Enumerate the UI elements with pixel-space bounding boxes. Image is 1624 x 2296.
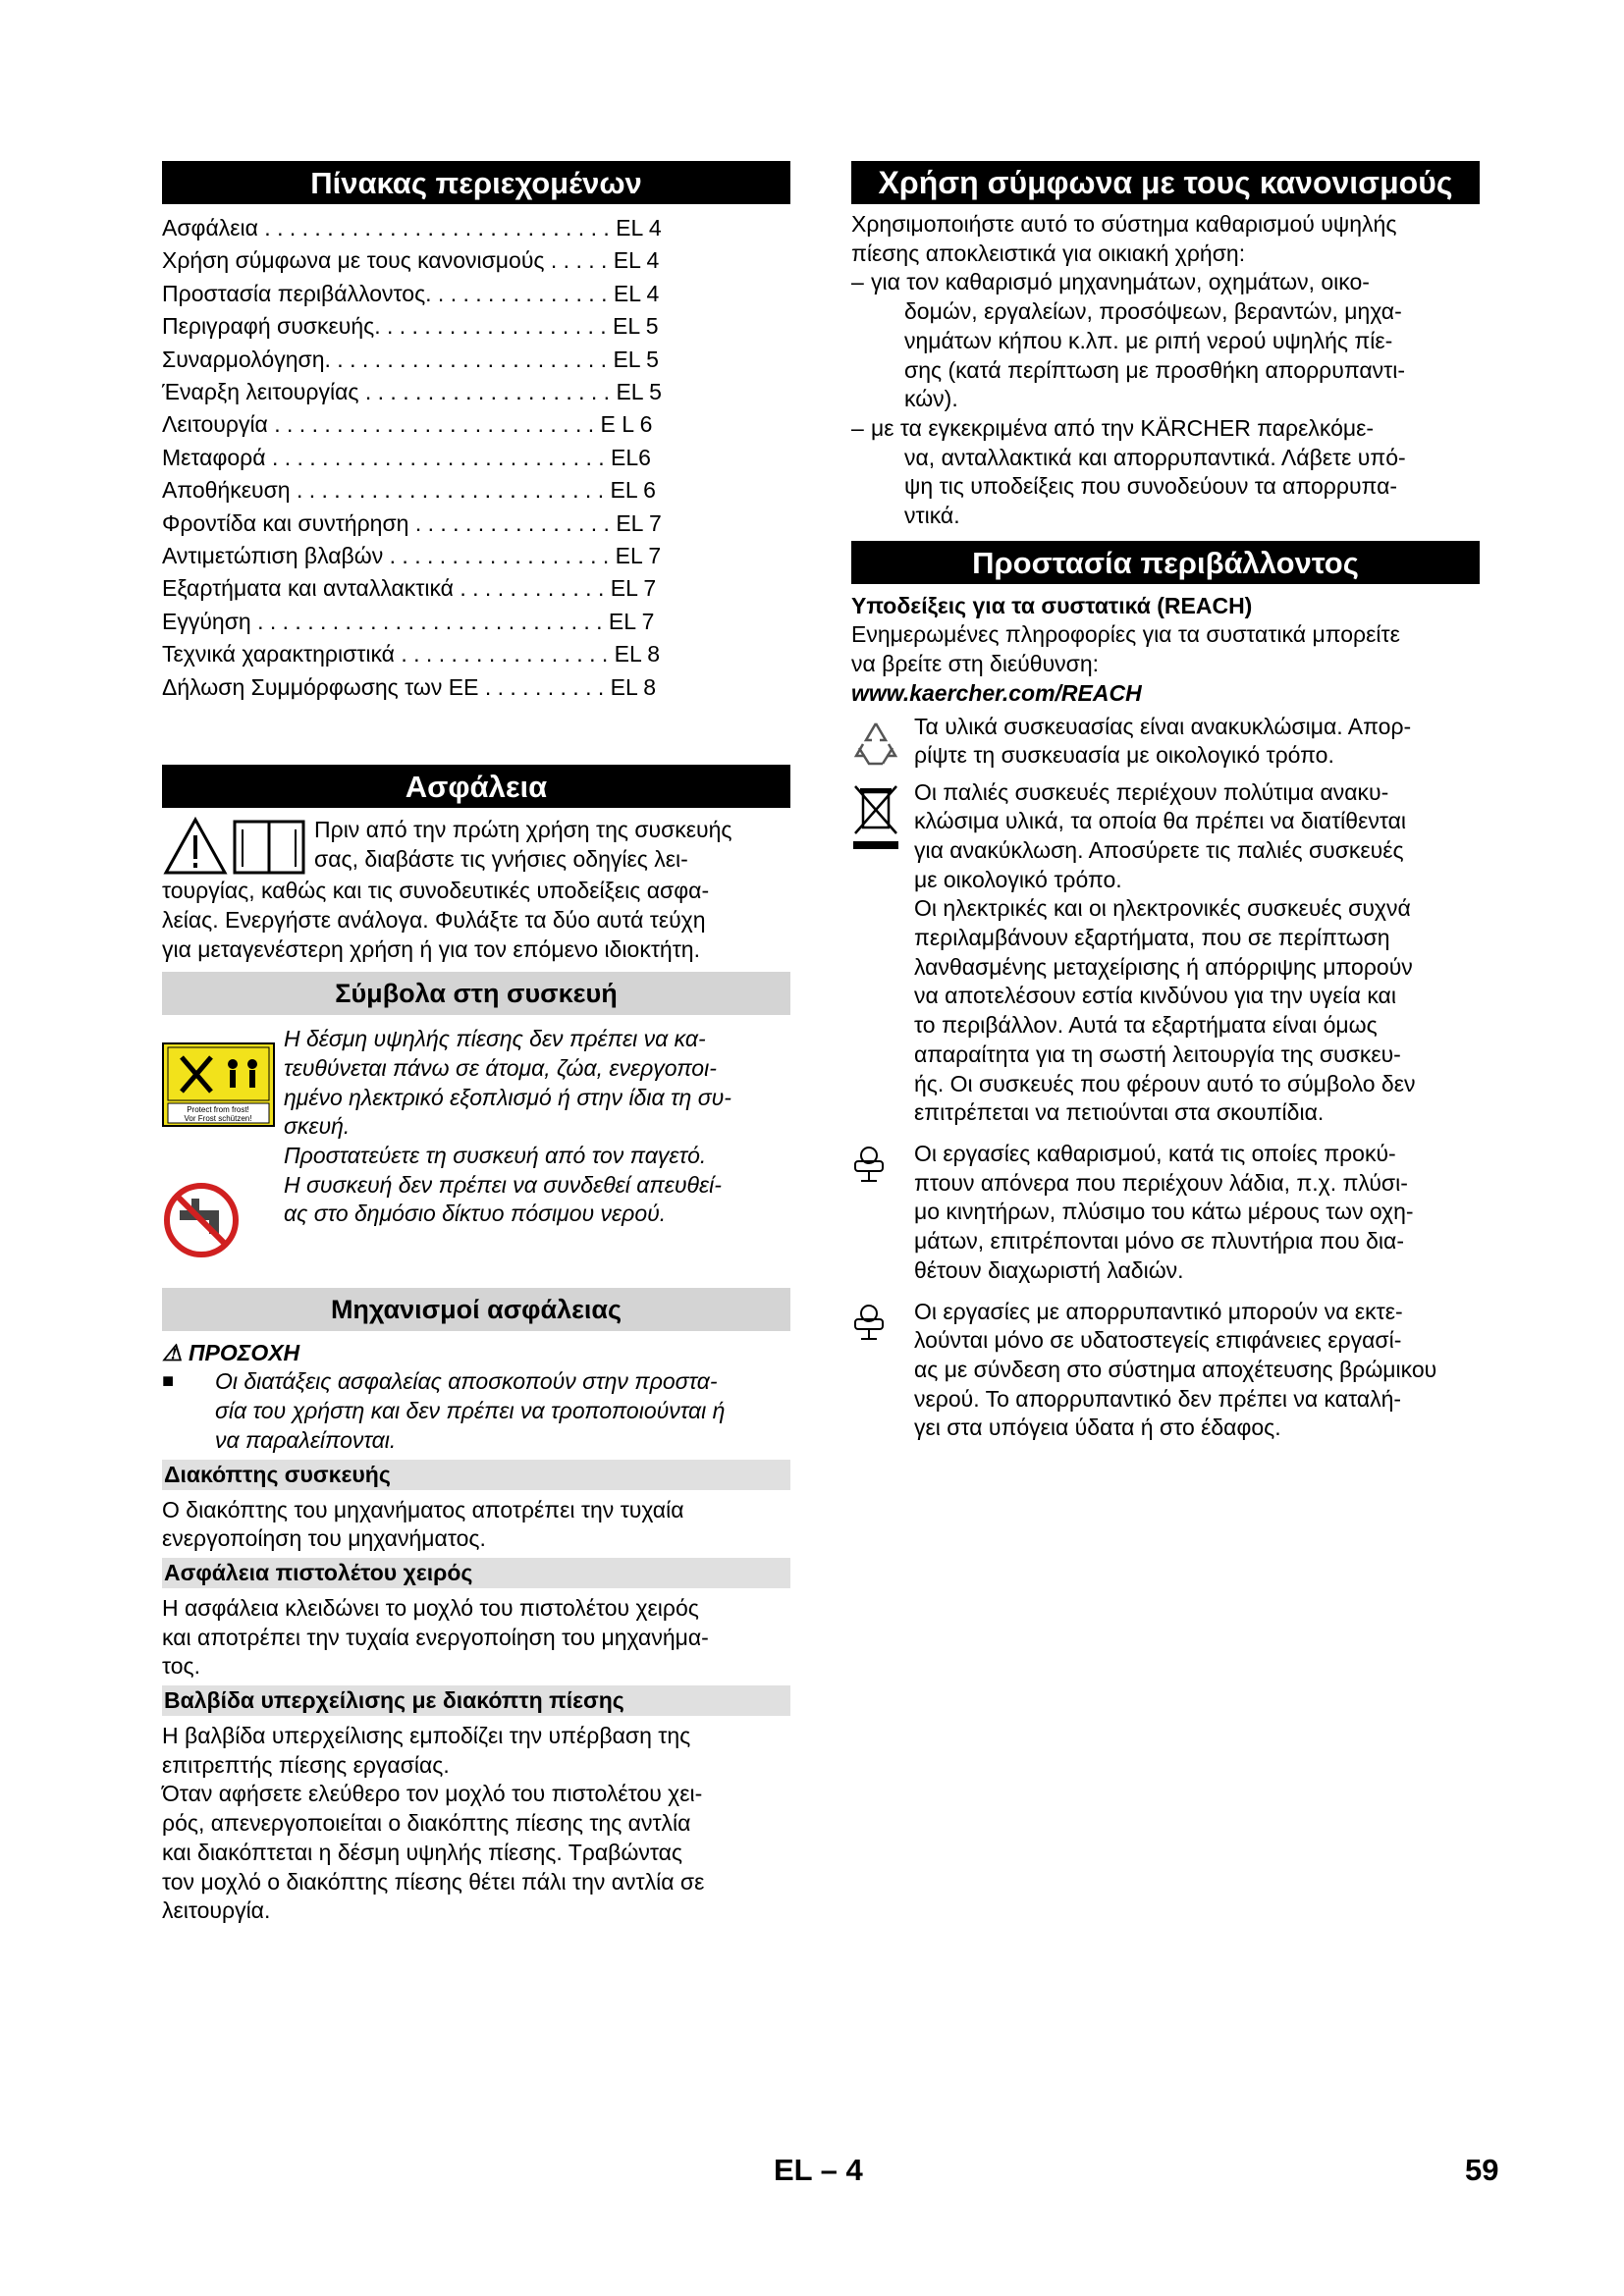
safety-heading: Ασφάλεια bbox=[162, 765, 790, 808]
usage-heading: Χρήση σύμφωνα με τους κανονισμούς bbox=[851, 161, 1480, 204]
safety-intro bbox=[162, 816, 790, 877]
symbol1-block bbox=[162, 1025, 790, 1171]
dash-bullet bbox=[851, 385, 883, 414]
dash-bullet bbox=[851, 502, 883, 531]
text-line: Οι ηλεκτρικές και οι ηλεκτρονικές συσκευές συχνά bbox=[914, 895, 1411, 922]
text-line: ψη τις υποδείξεις που συνοδεύουν τα απορρυπα- bbox=[904, 473, 1398, 500]
right-column bbox=[851, 161, 1480, 1443]
text-line: θέτουν διαχωριστή λαδιών. bbox=[914, 1256, 1184, 1283]
text-line: κλώσιμα υλικά, τα οποία θα πρέπει να διατίθενται bbox=[914, 808, 1406, 834]
text-line: Τα υλικά συσκευασίας είναι ανακυκλώσιμα. Απορ- bbox=[914, 713, 1412, 739]
text-line: και αποτρέπει την τυχαία ενεργοποίηση του μηχανήμα- bbox=[162, 1624, 709, 1650]
toc-entry[interactable]: Έναρξη λειτουργίας . . . . . . . . . . . . . . . . . . . . EL 5 bbox=[162, 379, 662, 405]
symbols-heading: Σύμβολα στη συσκευή bbox=[162, 972, 790, 1015]
text-line: μάτων, επιτρέπονται μόνο σε πλυντήρια που δια- bbox=[914, 1228, 1404, 1255]
valve-heading: Βαλβίδα υπερχείλισης με διακόπτη πίεσης bbox=[162, 1685, 790, 1716]
caution-block bbox=[162, 1367, 790, 1455]
usage-bullet-line bbox=[851, 414, 1480, 444]
text-line: λειτουργία. bbox=[162, 1897, 271, 1924]
valve-text bbox=[162, 1722, 790, 1926]
text-line: λούνται μόνο σε υδατοστεγείς επιφάνειες εργασί- bbox=[914, 1327, 1402, 1354]
text-line: σκευή. bbox=[284, 1113, 351, 1140]
text-line: Οι διατάξεις ασφαλείας αποσκοπούν στην προστα- bbox=[215, 1368, 718, 1395]
text-line: σας, διαβάστε τις γνήσιες οδηγίες λει- bbox=[314, 845, 688, 872]
text-line: ρίψτε τη συσκευασία με οικολογικό τρόπο. bbox=[914, 742, 1334, 769]
gun-heading: Ασφάλεια πιστολέτου χειρός bbox=[162, 1558, 790, 1588]
toc-list bbox=[162, 212, 790, 704]
dash-bullet: – bbox=[851, 269, 864, 295]
footer-section-label: EL – 4 bbox=[774, 2153, 863, 2187]
text-line: ρός, απενεργοποιείται ο διακόπτης πίεσης της αντλία bbox=[162, 1810, 691, 1837]
toc-heading: Πίνακας περιεχομένων bbox=[162, 161, 790, 204]
text-line: τος. bbox=[162, 1653, 201, 1680]
text-line: ας στο δημόσιο δίκτυο πόσιμου νερού. bbox=[284, 1201, 667, 1227]
left-column bbox=[162, 161, 790, 1926]
text-line: για τον καθαρισμό μηχανημάτων, οχημάτων, οικο- bbox=[871, 269, 1370, 295]
text-line: Η ασφάλεια κλειδώνει το μοχλό του πιστολέτου χειρός bbox=[162, 1594, 699, 1621]
reach-url[interactable]: www.kaercher.com/REACH bbox=[851, 679, 1142, 706]
text-line: να βρείτε στη διεύθυνση: bbox=[851, 651, 1100, 677]
toc-entry[interactable]: Προστασία περιβάλλοντος. . . . . . . . . . . . . . . EL 4 bbox=[162, 280, 660, 306]
text-line: κών). bbox=[904, 386, 958, 412]
text-line: Χρησιμοποιήστε αυτό το σύστημα καθαρισμού υψηλής bbox=[851, 211, 1397, 237]
usage-intro bbox=[851, 210, 1480, 268]
text-line: Η συσκευή δεν πρέπει να συνδεθεί απευθεί- bbox=[284, 1171, 722, 1198]
text-line: και διακόπτεται η δέσμη υψηλής πίεσης. Τραβώντας bbox=[162, 1839, 682, 1865]
text-line: Όταν αφήσετε ελεύθερο τον μοχλό του πιστολέτου χει- bbox=[162, 1781, 703, 1807]
crossed-bin-icon bbox=[851, 782, 900, 851]
detergent-drain-icon bbox=[851, 1302, 887, 1341]
usage-bullet-line bbox=[851, 327, 1480, 356]
switch-heading: Διακόπτης συσκευής bbox=[162, 1460, 790, 1490]
dash-bullet: – bbox=[851, 414, 864, 441]
toc-entry[interactable]: Αντιμετώπιση βλαβών . . . . . . . . . . . . . . . . . . EL 7 bbox=[162, 543, 662, 569]
recycling-icon bbox=[851, 719, 900, 768]
text-line: για μεταγενέστερη χρήση ή για τον επόμενο ιδιοκτήτη. bbox=[162, 935, 700, 962]
text-line: να αποτελέσουν εστία κινδύνου για την υγεία και bbox=[914, 983, 1396, 1009]
detergent-block bbox=[851, 1298, 1480, 1444]
safety-intro-text bbox=[314, 816, 732, 877]
usage-bullet-line bbox=[851, 502, 1480, 531]
oil-text bbox=[914, 1140, 1414, 1286]
toc-entry[interactable]: Τεχνικά χαρακτηριστικά . . . . . . . . . . . . . . . . . EL 8 bbox=[162, 641, 661, 667]
toc-entry[interactable]: Συναρμολόγηση. . . . . . . . . . . . . . . . . . . . . . . EL 5 bbox=[162, 346, 659, 372]
dash-bullet bbox=[851, 472, 883, 502]
usage-bullet-line bbox=[851, 297, 1480, 327]
text-line: Ο διακόπτης του μηχανήματος αποτρέπει την τυχαία bbox=[162, 1496, 684, 1522]
text-line: δομών, εργαλείων, προσόψεων, βεραντών, μηχα- bbox=[904, 298, 1402, 325]
text-line: με τα εγκεκριμένα από την KÄRCHER παρελκόμε- bbox=[871, 414, 1375, 441]
text-line: επιτρεπτής πίεσης εργασίας. bbox=[162, 1751, 450, 1778]
text-line: περιλαμβάνουν εξαρτήματα, που σε περίπτωση bbox=[914, 925, 1390, 951]
toc-entry[interactable]: Φροντίδα και συντήρηση . . . . . . . . . . . . . . . . EL 7 bbox=[162, 509, 662, 536]
text-line: απαραίτητα για τη σωστή λειτουργία της συσκευ- bbox=[914, 1041, 1401, 1067]
text-line: επιτρέπεται να πετιούνται στα σκουπίδια. bbox=[914, 1099, 1325, 1126]
usage-bullets bbox=[851, 268, 1480, 530]
text-line: Η βαλβίδα υπερχείλισης εμποδίζει την υπέρβαση της bbox=[162, 1723, 691, 1749]
switch-text bbox=[162, 1496, 790, 1554]
text-line: νερού. Το απορρυπαντικό δεν πρέπει να καταλή- bbox=[914, 1385, 1402, 1412]
text-line: πτουν απόνερα που περιέχουν λάδια, π.χ. πλύσι- bbox=[914, 1169, 1408, 1196]
text-line: τευθύνεται πάνω σε άτομα, ζώα, ενεργοποι- bbox=[284, 1054, 717, 1081]
dash-bullet bbox=[851, 297, 883, 327]
text-line: Οι παλιές συσκευές περιέχουν πολύτιμα ανακυ- bbox=[914, 778, 1389, 805]
text-line: να παραλείπονται. bbox=[215, 1426, 397, 1453]
square-bullet-icon: ■ bbox=[162, 1370, 175, 1393]
toc-entry[interactable]: Λειτουργία . . . . . . . . . . . . . . . . . . . . . . . . . . E L 6 bbox=[162, 411, 653, 438]
text-line: Πριν από την πρώτη χρήση της συσκευής bbox=[314, 817, 732, 843]
text-line: τον μοχλό ο διακόπτης πίεσης θέτει πάλι την αντλία σε bbox=[162, 1868, 705, 1895]
safety-intro-rest bbox=[162, 877, 790, 964]
text-line: Προστατεύετε τη συσκευή από τον παγετό. bbox=[284, 1143, 707, 1169]
text-line: λείας. Ενεργήστε ανάλογα. Φυλάξτε τα δύο αυτά τεύχη bbox=[162, 906, 706, 933]
toc-entry[interactable]: Εξαρτήματα και ανταλλακτικά . . . . . . . . . . . . EL 7 bbox=[162, 575, 657, 602]
toc-entry[interactable]: Περιγραφή συσκευής. . . . . . . . . . . . . . . . . . . EL 5 bbox=[162, 313, 659, 340]
dash-bullet bbox=[851, 444, 883, 473]
toc-entry[interactable]: Μεταφορά . . . . . . . . . . . . . . . . . . . . . . . . . . . EL6 bbox=[162, 444, 651, 470]
toc-entry[interactable]: Αποθήκευση . . . . . . . . . . . . . . . . . . . . . . . . . EL 6 bbox=[162, 477, 656, 504]
text-line: σία του χρήστη και δεν πρέπει να τροποποιούνται ή bbox=[215, 1398, 726, 1424]
high-pressure-warning-icon bbox=[162, 1042, 275, 1127]
text-line: γει στα υπόγεια ύδατα ή στο έδαφος. bbox=[914, 1415, 1281, 1441]
text-line: τουργίας, καθώς και τις συνοδευτικές υποδείξεις ασφα- bbox=[162, 878, 710, 904]
text-line: ής. Οι συσκευές που φέρουν αυτό το σύμβολο δεν bbox=[914, 1070, 1416, 1096]
text-line: να, ανταλλακτικά και απορρυπαντικά. Λάβετε υπό- bbox=[904, 444, 1406, 470]
symbol1-text bbox=[284, 1025, 731, 1171]
toc-entry[interactable]: Δήλωση Συμμόρφωσης των ΕΕ . . . . . . . . . . EL 8 bbox=[162, 673, 657, 700]
detergent-text bbox=[914, 1298, 1436, 1444]
no-drinking-water-connection-icon bbox=[162, 1181, 241, 1259]
usage-bullet-line bbox=[851, 356, 1480, 386]
toc-entry[interactable]: Χρήση σύμφωνα με τους κανονισμούς . . . . . EL 4 bbox=[162, 247, 660, 274]
mech-heading: Μηχανισμοί ασφάλειας bbox=[162, 1288, 790, 1331]
usage-bullet-line bbox=[851, 444, 1480, 473]
symbol2-block bbox=[162, 1171, 790, 1264]
text-line: Οι εργασίες καθαρισμού, κατά τις οποίες προκύ- bbox=[914, 1140, 1396, 1166]
caution-text bbox=[215, 1367, 725, 1455]
oil-block bbox=[851, 1140, 1480, 1286]
gun-text bbox=[162, 1594, 790, 1682]
car-wash-icon bbox=[851, 1144, 887, 1183]
text-line: Οι εργασίες με απορρυπαντικό μπορούν να εκτε- bbox=[914, 1298, 1403, 1324]
reach-text bbox=[851, 620, 1480, 678]
text-line: για ανακύκλωση. Αποσύρετε τις παλιές συσκευές bbox=[914, 836, 1404, 863]
caution-label: ⚠ ΠΡΟΣΟΧΗ bbox=[162, 1339, 300, 1365]
text-line: Η δέσμη υψηλής πίεσης δεν πρέπει να κα- bbox=[284, 1026, 706, 1052]
recycle-text bbox=[914, 713, 1411, 773]
text-line: μο κινητήρων, πλύσιμο του κάτω μέρους των οχη- bbox=[914, 1199, 1414, 1225]
text-line: ημένο ηλεκτρικό εξοπλισμό ή στην ίδια τη συ- bbox=[284, 1084, 731, 1110]
warning-manual-icon bbox=[162, 816, 314, 877]
dash-bullet bbox=[851, 356, 883, 386]
dash-bullet bbox=[851, 327, 883, 356]
symbol2-text bbox=[284, 1171, 722, 1264]
frost-label-text-1: Protect from frost! bbox=[187, 1105, 249, 1115]
text-line: νημάτων κήπου κ.λπ. με ριπή νερού υψηλής πίε- bbox=[904, 327, 1393, 353]
high-pressure-warning-label bbox=[162, 1025, 284, 1171]
toc-entry[interactable]: Ασφάλεια . . . . . . . . . . . . . . . . . . . . . . . . . . . . EL 4 bbox=[162, 215, 662, 240]
environment-heading: Προστασία περιβάλλοντος bbox=[851, 541, 1480, 584]
weee-text bbox=[914, 778, 1415, 1128]
usage-bullet-line bbox=[851, 268, 1480, 297]
toc-entry[interactable]: Εγγύηση . . . . . . . . . . . . . . . . . . . . . . . . . . . . EL 7 bbox=[162, 608, 655, 634]
text-line: ενεργοποίηση του μηχανήματος. bbox=[162, 1525, 486, 1552]
text-line: ας με σύνδεση στο σύστημα αποχέτευσης βρώμικου bbox=[914, 1356, 1437, 1382]
reach-heading: Υποδείξεις για τα συστατικά (REACH) bbox=[851, 592, 1253, 618]
text-line: ντικά. bbox=[904, 503, 960, 529]
usage-bullet-line bbox=[851, 385, 1480, 414]
footer-page-number: 59 bbox=[1465, 2153, 1499, 2187]
text-line: το περιβάλλον. Αυτά τα εξαρτήματα είναι όμως bbox=[914, 1012, 1378, 1039]
text-line: πίεσης αποκλειστικά για οικιακή χρήση: bbox=[851, 240, 1246, 266]
frost-label-text-2: Vor Frost schützen! bbox=[184, 1114, 252, 1124]
text-line: σης (κατά περίπτωση με προσθήκη απορρυπαντι- bbox=[904, 356, 1406, 383]
text-line: Ενημερωμένες πληροφορίες για τα συστατικά μπορείτε bbox=[851, 621, 1400, 648]
weee-block bbox=[851, 778, 1480, 1128]
text-line: με οικολογικό τρόπο. bbox=[914, 866, 1122, 892]
usage-bullet-line bbox=[851, 472, 1480, 502]
text-line: λανθασμένης μεταχείρισης ή απόρριψης μπορούν bbox=[914, 953, 1413, 980]
recycle-block bbox=[851, 713, 1480, 773]
